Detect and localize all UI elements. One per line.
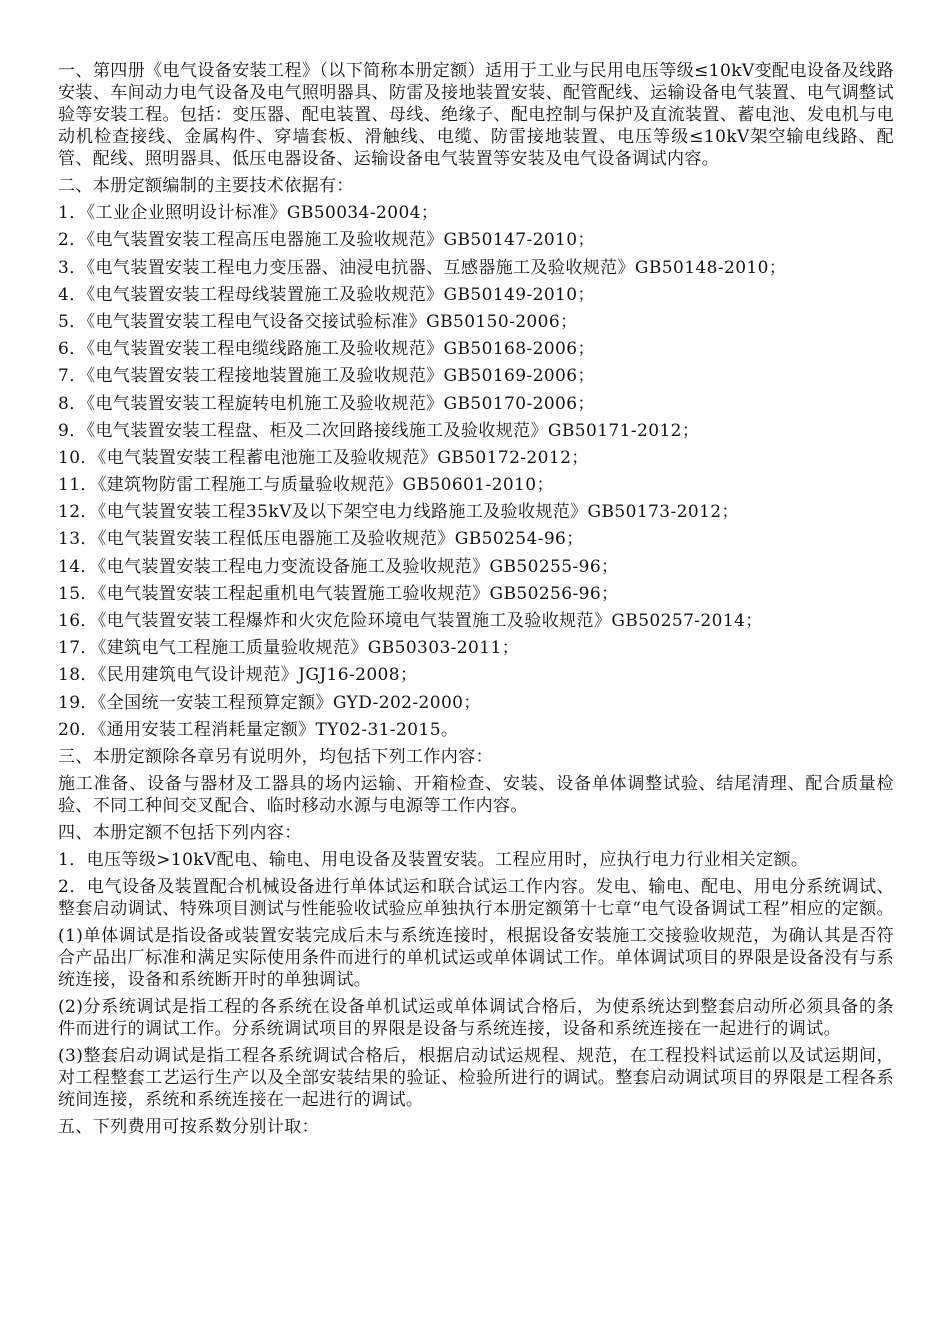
standard-item: 4．《电气装置安装工程母线装置施工及验收规范》GB50149-2010； xyxy=(58,284,595,305)
standard-item: 3．《电气装置安装工程电力变压器、油浸电抗器、互感器施工及验收规范》GB50148-2010； xyxy=(58,257,787,278)
section-5-heading: 五、下列费用可按系数分别计取： xyxy=(58,1117,319,1138)
note-subsystem-commissioning: (2)分系统调试是指工程的各系统在设备单机试运或单体调试合格后，为使系统达到整套启动所必须具备的条件而进行的调试工作。分系统调试项目的界限是设备与系统连接，设备和系统连接在一起进行的调试。 xyxy=(58,997,894,1040)
standard-item: 14．《电气装置安装工程电力变流设备施工及验收规范》GB50255-96； xyxy=(58,556,619,577)
standard-item: 2．《电气装置安装工程高压电器施工及验收规范》GB50147-2010； xyxy=(58,230,595,251)
standard-item: 15．《电气装置安装工程起重机电气装置施工验收规范》GB50256-96； xyxy=(58,583,619,604)
standard-item: 7．《电气装置安装工程接地装置施工及验收规范》GB50169-2006； xyxy=(58,366,595,387)
note-unit-commissioning: (1)单体调试是指设备或装置安装完成后未与系统连接时，根据设备安装施工交接验收规范，为确认其是否符合产品出厂标准和满足实际使用条件而进行的单机试运或单体调试工作。单体调试项目的界限是设备没有与系统连接，设备和系统断开时的单独调试。 xyxy=(58,926,894,991)
standard-item: 1．《工业企业照明设计标准》GB50034-2004； xyxy=(58,203,439,224)
standard-item: 13．《电气装置安装工程低压电器施工及验收规范》GB50254-96； xyxy=(58,529,584,550)
standard-item: 8．《电气装置安装工程旋转电机施工及验收规范》GB50170-2006； xyxy=(58,393,595,414)
standards-list xyxy=(58,202,894,741)
standard-item: 17．《建筑电气工程施工质量验收规范》GB50303-2011； xyxy=(58,638,520,659)
section-4-item-1: 1．电压等级>10kV配电、输电、用电设备及装置安装。工程应用时，应执行电力行业相关定额。 xyxy=(58,850,809,871)
standard-item: 19．《全国统一安装工程预算定额》GYD-202-2000； xyxy=(58,692,481,713)
section-2-heading: 二、本册定额编制的主要技术依据有： xyxy=(58,176,354,196)
standard-item: 12．《电气装置安装工程35kV及以下架空电力线路施工及验收规范》GB50173-2012； xyxy=(58,502,739,523)
standard-item: 11．《建筑物防雷工程施工与质量验收规范》GB50601-2010； xyxy=(58,475,554,496)
section-4-heading: 四、本册定额不包括下列内容： xyxy=(58,823,302,844)
standard-item: 5．《电气装置安装工程电气设备交接试验标准》GB50150-2006； xyxy=(58,311,578,332)
standard-item: 18．《民用建筑电气设计规范》JGJ16-2008； xyxy=(58,665,418,686)
section-3-paragraph: 施工准备、设备与器材及工器具的场内运输、开箱检查、安装、设备单体调整试验、结尾清理、配合质量检验、不同工种间交叉配合、临时移动水源与电源等工作内容。 xyxy=(58,774,894,817)
standard-item: 10．《电气装置安装工程蓄电池施工及验收规范》GB50172-2012； xyxy=(58,447,589,468)
standard-item: 6．《电气装置安装工程电缆线路施工及验收规范》GB50168-2006； xyxy=(58,339,595,360)
standard-item: 9．《电气装置安装工程盘、柜及二次回路接线施工及验收规范》GB50171-2012； xyxy=(58,420,700,441)
note-full-startup-commissioning: (3)整套启动调试是指工程各系统调试合格后，根据启动试运规程、规范，在工程投料试运前以及试运期间，对工程整套工艺运行生产以及全部安装结果的验证、检验所进行的调试。整套启动调试项目的界限是工程各系统间连接，系统和系统连接在一起进行的调试。 xyxy=(58,1046,894,1111)
section-3-heading: 三、本册定额除各章另有说明外，均包括下列工作内容： xyxy=(58,746,493,767)
standard-item: 20．《通用安装工程消耗量定额》TY02-31-2015。 xyxy=(58,719,459,740)
document-page xyxy=(58,60,894,1144)
section-4-item-2: 2．电气设备及装置配合机械设备进行单体试运和联合试运工作内容。发电、输电、配电、用电分系统调试、整套启动调试、特殊项目测试与性能验收试验应单独执行本册定额第十七章“电气设备调试工程”相应的定额。 xyxy=(58,877,894,920)
section-1-paragraph: 一、第四册《电气设备安装工程》（以下简称本册定额）适用于工业与民用电压等级≤10kV变配电设备及线路安装、车间动力电气设备及电气照明器具、防雷及接地装置安装、配管配线、运输设备电气装置、电气调整试验等安装工程。包括：变压器、配电装置、母线、绝缘子、配电控制与保护及直流装置、蓄电池、发电机与电动机检查接线、金属构件、穿墙套板、滑触线、电缆、防雷接地装置、电压等级≤10kV架空输电线路、配管、配线、照明器具、低压电器设备、运输设备电气装置等安装及电气设备调试内容。 xyxy=(58,61,894,169)
standard-item: 16．《电气装置安装工程爆炸和火灾危险环境电气装置施工及验收规范》GB50257-2014； xyxy=(58,611,763,631)
